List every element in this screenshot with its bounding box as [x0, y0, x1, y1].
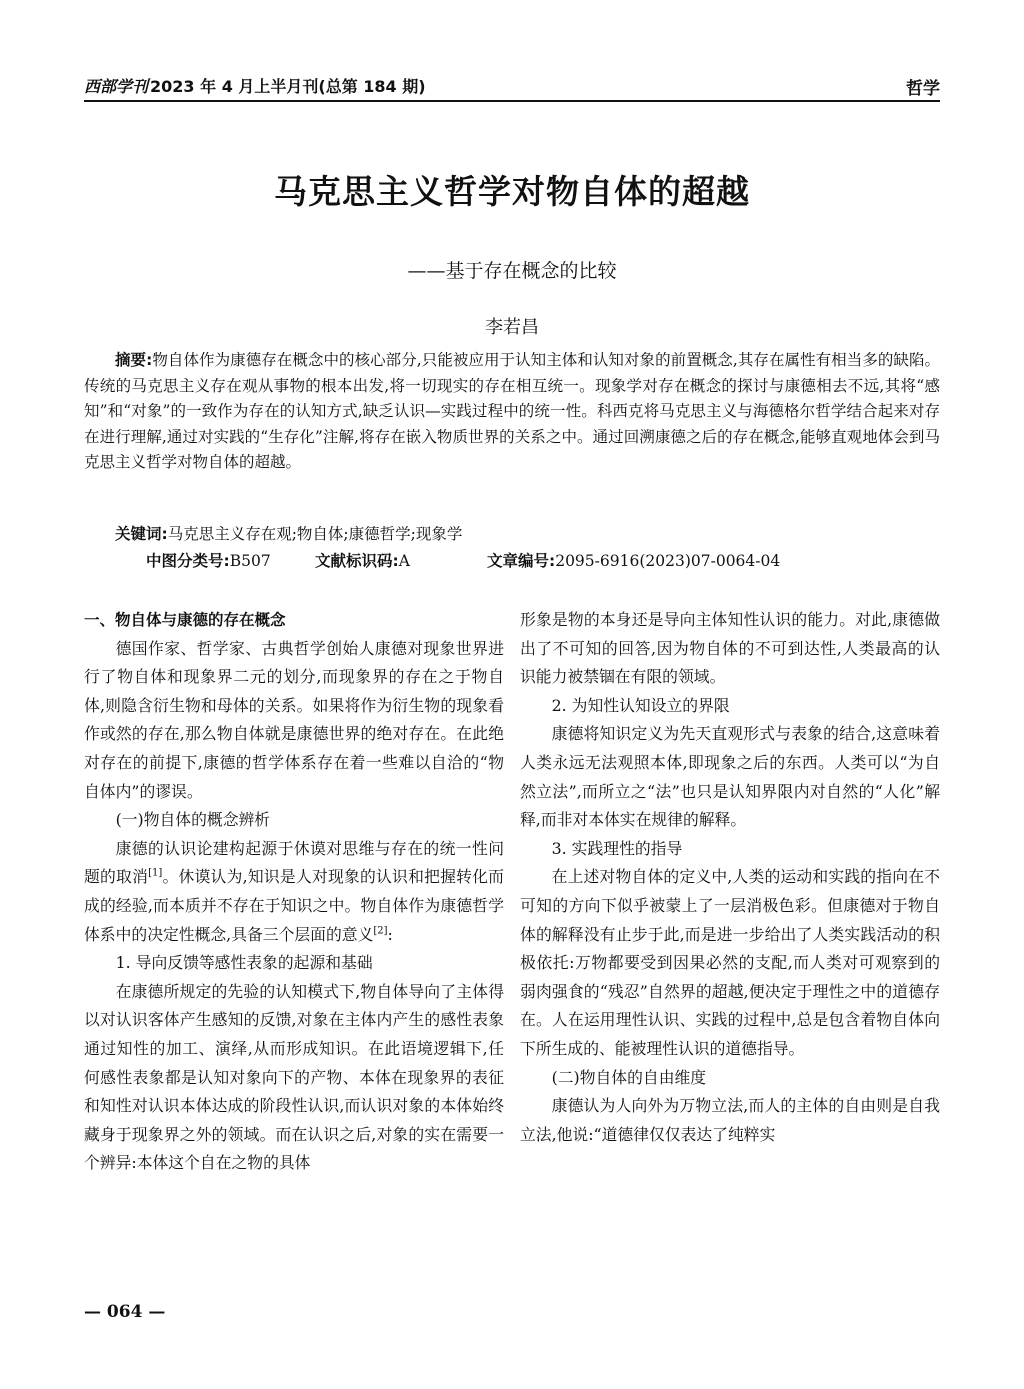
section-name: 哲学	[906, 79, 940, 99]
journal-name: 西部学刊	[84, 77, 149, 96]
subsection-heading: 1. 导向反馈等感性表象的起源和基础	[115, 953, 373, 973]
keywords-text: 马克思主义存在观;物自体;康德哲学;现象学	[167, 525, 463, 543]
subsection-heading: 3. 实践理性的指导	[551, 838, 683, 858]
body-column-right	[520, 606, 940, 1149]
citation-ref: [1]	[148, 868, 163, 880]
doc-code-value: A	[398, 552, 410, 570]
body-paragraph: 康德认为人向外为万物立法,而人的主体的自由则是自我立法,他说:“道德律仅仅表达了纯粹实	[520, 1096, 940, 1144]
subsection-heading: (一)物自体的概念辨析	[115, 810, 271, 830]
keywords	[84, 522, 940, 548]
body-paragraph: 在上述对物自体的定义中,人类的运动和实践的指向在不可知的方向下似乎被蒙上了一层消极色彩。但康德对于物自体的解释没有止步于此,而是进一步给出了人类实践活动的积极依托:万物都要受到因果必然的支配,而人类对可观察到的弱肉强食的“残忍”自然界的超越,便决定于理性之中的道德存在。人在运用理性认识、实践的过程中,总是包含着物自体向下所生成的、能被理性认识的道德指导。	[520, 867, 940, 1058]
clc-value: B507	[229, 552, 271, 570]
paragraph-text: 。休谟认为,知识是人对现象的认识和把握转化而成的经验,而本质并不存在于知识之中。物自体作为康德哲学体系中的决定性概念,具备三个层面的意义	[84, 867, 504, 944]
citation-ref: [2]	[373, 925, 388, 937]
article-subtitle: ——基于存在概念的比较	[407, 260, 617, 282]
clc-label: 中图分类号:	[146, 552, 230, 570]
body-column-left	[84, 606, 504, 1178]
article-number-label: 文章编号:	[487, 552, 556, 570]
paragraph-text: :	[387, 924, 393, 944]
body-paragraph: 形象是物的本身还是导向主体知性认识的能力。对此,康德做出了不可知的回答,因为物自体的不可到达性,人类最高的认识能力被禁锢在有限的领域。	[520, 610, 940, 687]
keywords-label: 关键词:	[115, 525, 168, 543]
running-header	[84, 70, 940, 102]
abstract	[84, 348, 940, 476]
journal-issue: 2023 年 4 月上半月刊(总第 184 期)	[150, 77, 426, 96]
section-heading: 一、物自体与康德的存在概念	[84, 611, 286, 629]
body-paragraph: 德国作家、哲学家、古典哲学创始人康德对现象世界进行了物自体和现象界二元的划分,而现象界的存在之于物自体,则隐含衍生物和母体的关系。如果将作为衍生物的现象看作或然的存在,那么物自体就是康德世界的绝对存在。在此绝对存在的前提下,康德的哲学体系存在着一些难以自洽的“物自体内”的谬误。	[84, 638, 504, 801]
body-paragraph: 康德将知识定义为先天直观形式与表象的结合,这意味着人类永远无法观照本体,即现象之后的东西。人类可以“为自然立法”,而所立之“法”也只是认知界限内对自然的“人化”解释,而非对本体实在规律的解释。	[520, 724, 940, 830]
body-paragraph	[84, 835, 504, 949]
abstract-text: 物自体作为康德存在概念中的核心部分,只能被应用于认知主体和认知对象的前置概念,其存在属性有相当多的缺陷。传统的马克思主义存在观从事物的根本出发,将一切现实的存在相互统一。现象学对存在概念的探讨与康德相去不远,其将“感知”和“对象”的一致作为存在的认知方式,缺乏认识—实践过程中的统一性。科西克将马克思主义与海德格尔哲学结合起来对存在进行理解,通过对实践的“生存化”注解,将存在嵌入物质世界的关系之中。通过回溯康德之后的存在概念,能够直观地体会到马克思主义哲学对物自体的超越。	[84, 351, 940, 471]
header-journal-issue	[84, 74, 426, 97]
paragraph-text: 康德的认识论建构起源于休谟对思维与存在的统一性问题的取消	[84, 838, 504, 887]
abstract-label: 摘要:	[115, 351, 153, 369]
article-author: 李若昌	[485, 317, 539, 338]
page-number: — 064 —	[84, 1302, 166, 1322]
doc-code-label: 文献标识码:	[315, 552, 399, 570]
subsection-heading: 2. 为知性认知设立的界限	[551, 695, 730, 715]
article-title: 马克思主义哲学对物自体的超越	[274, 172, 750, 211]
article-number-value: 2095-6916(2023)07-0064-04	[555, 552, 781, 570]
subsection-heading: (二)物自体的自由维度	[551, 1067, 707, 1087]
classification-line	[84, 549, 940, 575]
body-paragraph: 在康德所规定的先验的认知模式下,物自体导向了主体得以对认识客体产生感知的反馈,对象在主体内产生的感性表象通过知性的加工、演绎,从而形成知识。在此语境逻辑下,任何感性表象都是认知对象向下的产物、本体在现象界的表征和知性对认识本体达成的阶段性认识,而认识对象的本体始终藏身于现象界之外的领域。而在认识之后,对象的实在需要一个辨异:本体这个自在之物的具体	[84, 981, 504, 1173]
